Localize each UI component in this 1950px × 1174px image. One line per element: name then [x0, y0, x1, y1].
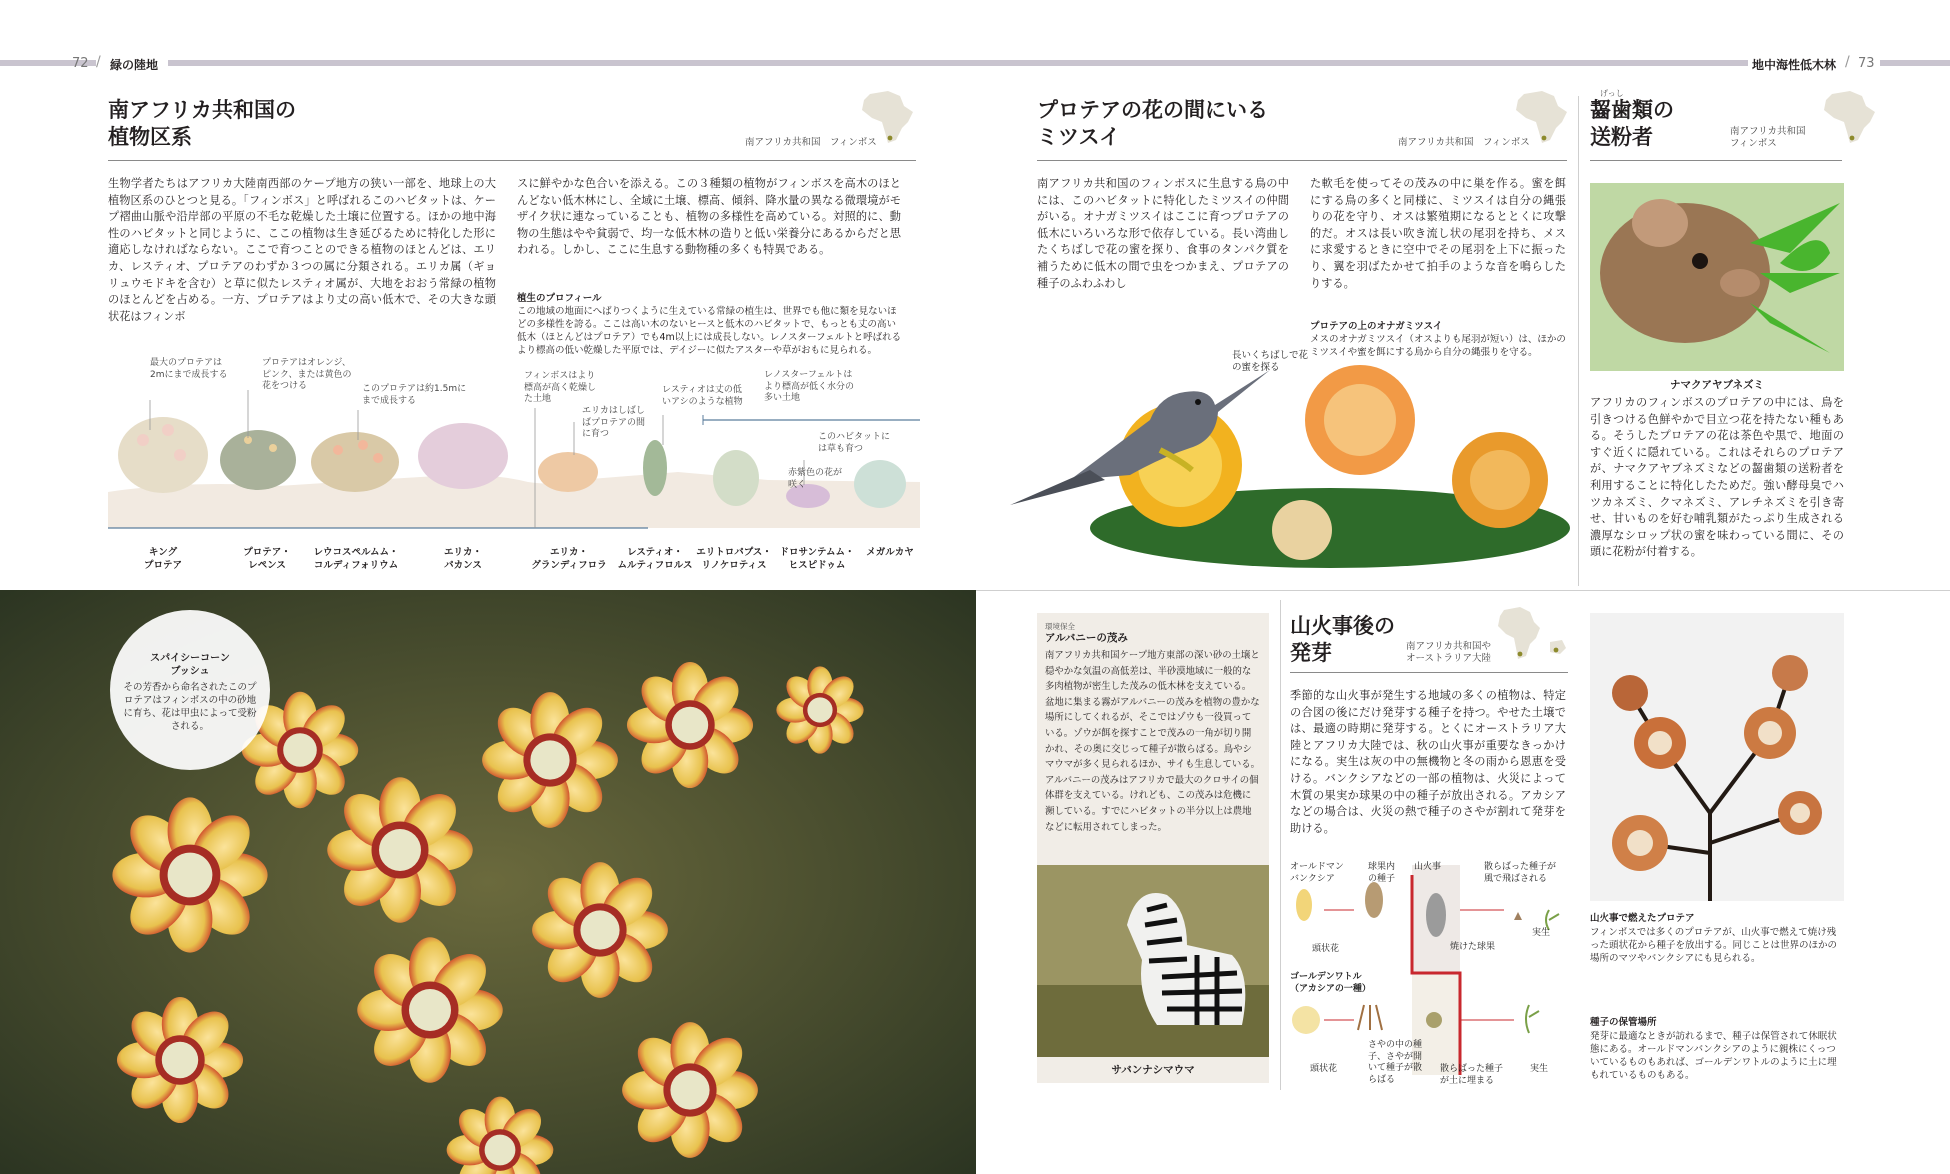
- spice-bush-title: スパイシーコーン ブッシュ: [150, 653, 230, 677]
- africa-australia-map-icon: [1496, 604, 1568, 662]
- protea-flower-right: [1452, 432, 1548, 528]
- left-section-title: 緑の陸地: [110, 58, 159, 72]
- section3-title: 齧歯類の 送粉者: [1590, 98, 1674, 149]
- section2-col2: た軟毛を使ってその茂みの中に巣を作る。蜜を餌にする鳥の多くと同様に、ミツスイは自分の縄張りの花を守り、オスは繁殖期になるととくに攻撃的だ。オスは長い吹き流し状の尾羽を持ち、メスに求愛するときに空中でその尾羽を上下に振ったり、翼を羽ばたかせて拍手のような音を鳴らしたりする。: [1310, 177, 1566, 290]
- fire-label-fire: 山火事: [1414, 862, 1442, 872]
- protea-bloom: [117, 997, 243, 1123]
- namaqua-rock-mouse-photo: [1590, 183, 1844, 371]
- profile-title: 植生のプロフィール: [517, 293, 602, 304]
- plant-label-protea-repens: プロテア・ レペンス: [243, 547, 291, 571]
- section3-ruby: げっし: [1600, 89, 1624, 98]
- protea-bloom: [627, 662, 753, 788]
- fire-label-banksia: オールドマン バンクシア: [1290, 862, 1344, 884]
- right-page-divider-h: [976, 590, 1950, 591]
- annotation-protea-colors: プロテアはオレンジ、ピンク、または黄色の花をつける: [262, 358, 352, 391]
- africa-map-icon: [1512, 88, 1570, 146]
- right-page-number: 73: [1858, 56, 1875, 71]
- left-page-number: 72: [72, 56, 89, 71]
- burnt-protea-photo: [1590, 613, 1844, 901]
- annotation-grass: このハビタットには草も育つ: [818, 432, 891, 454]
- merxmuellera-grass: [854, 460, 906, 508]
- fire-label-dispersed2: 散らばった種子 が土に埋まる: [1440, 1064, 1504, 1086]
- elytropappus-shrub: [713, 450, 759, 506]
- plant-label-king-protea: キング プロテア: [143, 547, 182, 571]
- protea-bloom: [327, 777, 473, 923]
- section4-rule: [1290, 672, 1568, 673]
- annotation-fynbos: フィンボスはより標高が高く乾燥した土地: [524, 371, 597, 404]
- section1-col2: スに鮮やかな色合いを添える。この３種類の植物がフィンボスを高木のほとんどない低木林にし、全域に土壌、標高、傾斜、降水量の異なる微環境がモザイク状に連なっていることも、植物の多様性を高めている。対照的に、動物の生態はやや貧弱で、均一な低木林の造りと低い栄養分にあるからだと思われる。しかし、ここに生息する動物種の多くも特異である。: [517, 177, 901, 257]
- annotation-king-protea: 最大のプロテアは2mにまで成長する: [150, 358, 228, 380]
- zebra-caption: サバンナシマウマ: [1111, 1064, 1195, 1076]
- plant-label-erica-vacans: エリカ・ パカンス: [444, 547, 482, 571]
- conservation-title: アルバニーの茂み: [1045, 632, 1128, 644]
- burnt-protea-text: フィンボスでは多くのプロテアが、山火事で燃えて焼け残った頭状花から種子を放出する。同じことは世界のほかの場所のマツやバンクシアにも見られる。: [1590, 927, 1838, 964]
- section4-divider-v: [1280, 600, 1281, 1090]
- section4-text: 季節的な山火事が発生する地域の多くの植物は、特定の合図の後にだけ発芽する種子を持つ。やせた土壌では、最適の時期に発芽する。とくにオーストラリア大陸とアフリカ大陸では、秋の山火事が重要なきっかけになる。実生は灰の中の無機物と冬の雨から恩恵を受ける。バンクシアなどの一部の植物は、火災によって木質の果実か球果の中の種子が放出される。アカシアなどの場合は、火災の熱で種子のさやが割れて発芽を助ける。: [1290, 689, 1566, 835]
- annotation-protea-height: このプロテアは約1.5mにまで成長する: [362, 384, 467, 406]
- plant-label-leucospermum: レウコスペルムム・ コルディフォリウム: [313, 547, 399, 571]
- plant-label-restio: レスティオ・ ムルティフロルス: [617, 547, 693, 571]
- fire-label-seed-in-cone: 球果内 の種子: [1368, 862, 1396, 884]
- header-bar-middle: [168, 60, 1748, 66]
- section3-location: 南アフリカ共和国 フィンボス: [1730, 126, 1806, 149]
- erica-grandiflora-shrub: [538, 452, 598, 492]
- section2-rule: [1037, 160, 1567, 161]
- sugarbird-protea-photo: [1010, 300, 1570, 570]
- fire-label-flower2: 頭状花: [1310, 1064, 1338, 1074]
- leucospermum-shrub: [311, 432, 399, 492]
- section2-title: プロテアの花の間にいる ミツスイ: [1037, 98, 1268, 149]
- annotation-renosterveld: レノスターフェルトはより標高が低く水分の多い土地: [764, 370, 855, 403]
- annotation-erica: エリカはしばしばプロテアの間に育つ: [582, 406, 646, 439]
- plant-label-elytropappus: エリトロパプス・ リノケロティス: [696, 547, 772, 571]
- fire-label-dispersed: 散らばった種子が 風で飛ばされる: [1484, 862, 1557, 884]
- fire-label-pod: さやの中の種 子、さやが開 いて種子が散 らばる: [1368, 1040, 1423, 1085]
- header-slash: /: [96, 54, 101, 70]
- protea-bloom: [532, 862, 668, 998]
- protea-repens-shrub: [220, 430, 296, 490]
- section4-location: 南アフリカ共和国や オーストラリア大陸: [1406, 641, 1492, 664]
- plant-label-erica-grandiflora: エリカ・ グランディフロラ: [531, 547, 607, 571]
- protea-flower-orange: [1305, 365, 1415, 475]
- fire-label-seedling2: 実生: [1530, 1064, 1549, 1074]
- section4-title: 山火事後の 発芽: [1290, 614, 1395, 665]
- protea-bloom: [622, 1022, 758, 1158]
- king-protea-shrub: [118, 417, 208, 493]
- right-section-title: 地中海性低木林: [1752, 58, 1837, 72]
- section1-title: [108, 97, 296, 151]
- annotation-purple-flower: 赤紫色の花が咲く: [788, 468, 843, 490]
- section1-rule: [108, 160, 916, 161]
- africa-map-icon: [858, 88, 916, 146]
- section1-col1: 生物学者たちはアフリカ大陸南西部のケープ地方の狭い一部を、地球上の大植物区系のひとつと見る。「フィンボス」と呼ばれるこのハビタットは、ケープ褶曲山脈や沿岸部の平原の不毛な乾燥した土壌に位置する。ほかの地中海性のハビタットと同じように、ここの植物は生き延びるために特化した形に適応しなければならない。ここで育つことのできる植物のほとんどは、エリカ、レスティオ、プロテアのわずか３つの属に分類される。エリカ属（ギョリュウモドキを含む）と草に似たレスティオ属が、大地をおおう常緑の植物のほとんどを占める。一方、プロテアはより丈の高い低木で、その大きな頭状花はフィンボ: [108, 177, 496, 323]
- fire-label-flower1: 頭状花: [1312, 944, 1340, 954]
- section1-title-line2: 植物区系: [108, 125, 192, 149]
- plant-label-drosanthemum: ドロサンテムム・ ヒスピドゥム: [779, 547, 855, 571]
- seed-storage-title: 種子の保管場所: [1590, 1017, 1657, 1028]
- section2-location: 南アフリカ共和国 フィンボス: [1398, 137, 1530, 148]
- annotation-restio: レスティオは丈の低いアシのような植物: [662, 385, 743, 407]
- sugarbird-subtitle: プロテアの上のオナガミツスイ: [1310, 321, 1443, 332]
- section1-location: 南アフリカ共和国 フィンボス: [745, 137, 877, 148]
- plant-label-merxmuellera: メガルカヤ: [866, 547, 914, 558]
- fire-label-wattle: ゴールデンワトル （アカシアの一種）: [1290, 972, 1371, 994]
- profile-text: この地域の地面にへばりつくように生えている常緑の植生は、世界でも他に類を見ないほどの多様性を誇る。ここは高い木のないヒースと低木のハビタットで、もっとも丈の高い低木（ほとんどはプロテア）でも4m以上には成長しない。レノスターフェルトと呼ばれるより標高の低い乾燥した平原では、デイジーに似たアスターや草がおもに見られる。: [517, 306, 902, 356]
- burnt-protea-title: 山火事で燃えたプロテア: [1590, 913, 1695, 924]
- fire-label-burnt-cone: 焼けた球果: [1450, 942, 1496, 952]
- header-slash: /: [1845, 54, 1850, 70]
- header-bar-right: [1880, 60, 1950, 66]
- restio-plant: [643, 440, 667, 496]
- beak-label: 長いくちばしで花の蜜を探る: [1232, 350, 1309, 373]
- protea-bloom: [357, 937, 503, 1083]
- section1-title-line1: 南アフリカ共和国の: [108, 98, 296, 122]
- spice-bush-text: その芳香から命名されたこのプロテアはフィンボスの中の砂地に育ち、花は甲虫によって受粉される。: [123, 682, 257, 732]
- seed-storage-text: 発芽に最適なときが訪れるまで、種子は保管されて休眠状態にある。オールドマンバンクシアのように親株にくっついているものもあれば、ゴールデンワトルのように土に埋もれているものもある。: [1590, 1031, 1837, 1081]
- protea-bloom: [776, 666, 863, 753]
- africa-map-icon: [1820, 88, 1878, 146]
- right-page-divider-v: [1578, 96, 1579, 586]
- protea-bloom: [482, 692, 618, 828]
- sugarbird-subtext: メスのオナガミツスイ（オスよりも尾羽が短い）は、ほかのミツスイや蜜を餌にする鳥から自分の縄張りを守る。: [1310, 334, 1566, 358]
- protea-bloom: [112, 797, 267, 952]
- conservation-text: 南アフリカ共和国ケープ地方東部の深い砂の土壌と穏やかな気温の高低差は、半砂漠地域に一般的な多肉植物が密生した茂みの低木林を支えている。盆地に集まる霧がアルバニーの茂みを植物の豊かな場所にしてくれるが、そこではゾウも一役買っている。ゾウが餌を探すことで茂みの一角が切り開かれ、その奥に交じって種子が散らばる。鳥やシマウマが多く見られるほか、サイも生息している。アルバニーの茂みはアフリカで最大のクロサイの個体群を支えている。けれども、この茂みは危機に瀕している。すでにハビタットの半分以上は農地などに転用されてしまった。: [1045, 650, 1260, 833]
- zebra-photo: [1037, 865, 1269, 1057]
- erica-vacans-shrub: [418, 423, 508, 489]
- conservation-tag: 環境保全: [1045, 622, 1075, 631]
- section3-rule: [1590, 160, 1842, 161]
- section3-text: アフリカのフィンボスのプロテアの中には、鳥を引きつける色鮮やかで目立つ花を持たない種もある。そうしたプロテアの花は茶色や黒で、地面のすぐ近くに隠れている。これはそれらのプロテアが、ナマクアヤブネズミなどの齧歯類の送粉者を利用することに特化したためだ。強い酵母臭でハツカネズミ、クマネズミ、アレチネズミを引き寄せ、甘いものを好む哺乳類がたっぷり生成される濃厚なシロップ状の蜜を味わっている間に、その頭に花粉が付着する。: [1590, 396, 1844, 559]
- section2-col1: 南アフリカ共和国のフィンボスに生息する鳥の中には、このハビタットに特化したミツスイの仲間がいる。オナガミツスイはここに育つプロテアの低木にいろいろな形で依存している。長い湾曲したくちばしで花の蜜を探り、食事のタンパク質を補うために低木の間で虫をつかまえ、プロテアの種子のふわふわし: [1037, 177, 1289, 290]
- fire-label-seedling1: 実生: [1532, 928, 1551, 938]
- mouse-caption: ナマクアヤブネズミ: [1669, 379, 1765, 391]
